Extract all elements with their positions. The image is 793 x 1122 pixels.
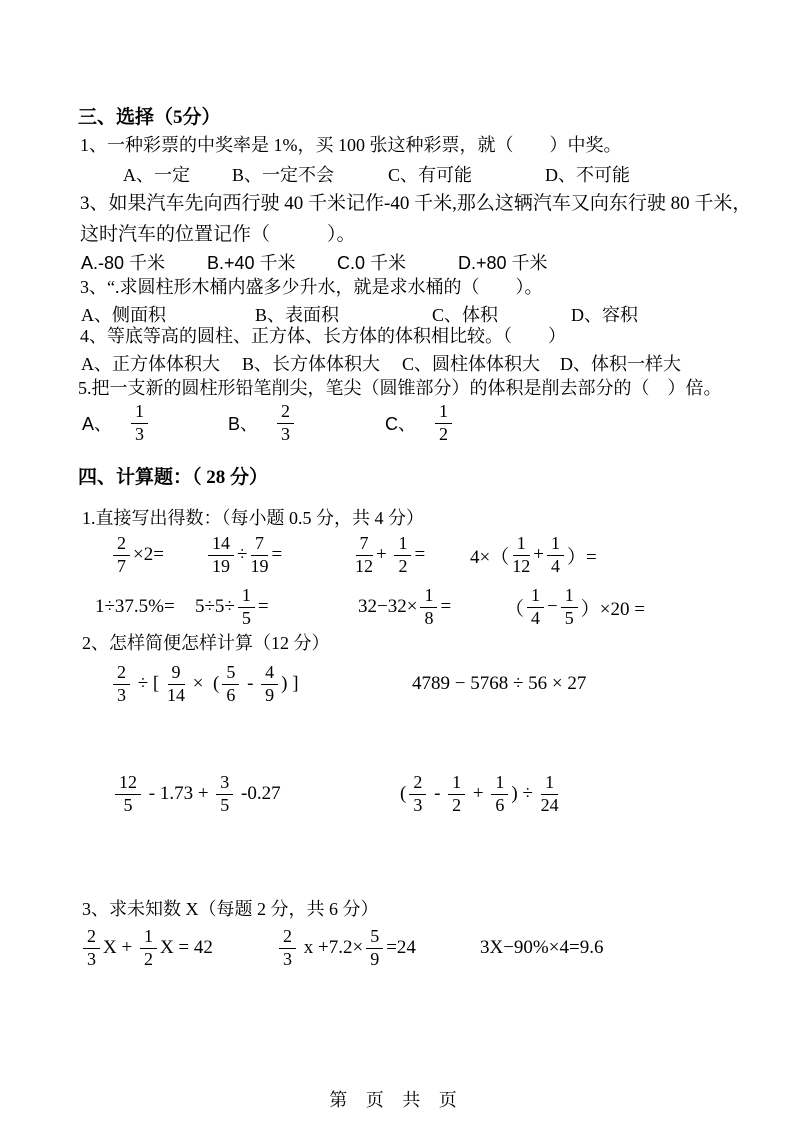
option-d: D、容积 (571, 305, 638, 325)
fraction (216, 773, 233, 816)
option-c: C、圆柱体体积大 (402, 354, 541, 374)
option-label: A、 (82, 414, 113, 434)
fraction-numerator: 1 (527, 586, 544, 608)
question-1-options (0, 161, 793, 187)
option-fraction (274, 400, 297, 446)
fraction-denominator: 12 (512, 555, 531, 576)
fraction (222, 663, 239, 706)
fraction-denominator: 5 (123, 794, 133, 815)
fraction-numerator: 1 (561, 586, 578, 608)
option-d: D、不可能 (545, 165, 630, 185)
option-fraction (432, 400, 455, 446)
option-b: B、一定不会 (232, 165, 335, 185)
option-label: B、 (228, 414, 259, 434)
fraction-numerator: 4 (261, 663, 278, 685)
fraction (83, 927, 100, 970)
option-label: C、 (385, 414, 416, 434)
option-c: C、有可能 (388, 165, 473, 185)
fraction-numerator: 1 (448, 773, 465, 795)
math-text: - 1.73 + (144, 783, 214, 804)
math-text: ×2= (133, 544, 164, 565)
math-text: ) ] (281, 673, 299, 694)
fraction (261, 663, 278, 706)
part2-title: 2、怎样简便怎样计算（12 分） (82, 633, 330, 653)
math-text: = (271, 544, 283, 565)
option-b: B、长方体体积大 (242, 354, 381, 374)
option-b (228, 400, 297, 446)
direct-calc-row-1 (0, 531, 793, 579)
fraction-numerator: 3 (216, 773, 233, 795)
fraction-denominator: 8 (424, 607, 434, 628)
fraction-numerator: 1 (420, 586, 437, 608)
math-text: 32−32× (358, 596, 418, 617)
math-text: -0.27 (236, 783, 281, 804)
math-text: ÷ (237, 544, 248, 565)
expression (195, 583, 269, 631)
math-text: ÷ [ (133, 673, 165, 694)
fraction-numerator: 7 (251, 534, 268, 556)
expression (95, 583, 175, 631)
fraction (115, 773, 141, 816)
fraction (113, 663, 130, 706)
option-a: A、侧面积 (81, 305, 166, 325)
fraction-numerator: 2 (113, 663, 130, 685)
fraction (448, 773, 465, 816)
math-text: + (468, 783, 489, 804)
direct-calc-row-2 (0, 583, 793, 631)
fraction (355, 534, 373, 577)
fraction-numerator: 1 (547, 534, 564, 556)
fraction-denominator: 4 (550, 555, 560, 576)
expression (358, 583, 451, 631)
fraction-numerator: 1 (131, 402, 148, 424)
fraction-numerator: 1 (435, 402, 452, 424)
fraction-denominator: 3 (281, 423, 291, 444)
option-a (82, 400, 151, 446)
fraction (250, 534, 268, 577)
fraction-denominator: 9 (265, 684, 275, 705)
fraction-numerator: 1 (541, 773, 558, 795)
math-text: 1÷37.5%= (95, 596, 175, 617)
option-b: B、表面积 (255, 305, 340, 325)
fraction-denominator: 3 (413, 794, 423, 815)
question-4-options (0, 350, 793, 376)
fraction-denominator: 2 (452, 794, 462, 815)
fraction (420, 586, 437, 629)
option-fraction (128, 400, 151, 446)
fraction (527, 586, 544, 629)
expression (505, 583, 645, 631)
fraction-denominator: 19 (212, 555, 230, 576)
equation (276, 924, 416, 972)
fraction-numerator: 5 (366, 927, 383, 949)
math-text: + (533, 544, 544, 565)
option-d: D、体积一样大 (560, 354, 681, 374)
fraction-numerator: 7 (356, 534, 373, 556)
fraction-denominator: 3 (87, 948, 96, 969)
fraction-denominator: 3 (117, 684, 126, 705)
fraction (238, 586, 255, 629)
fraction (167, 663, 185, 706)
fraction-numerator: 1 (140, 927, 157, 949)
option-c: C.0 千米 (337, 253, 407, 273)
math-text: 4789 − 5768 ÷ 56 × 27 (412, 673, 587, 694)
math-text: = (414, 544, 426, 565)
fraction (409, 773, 426, 816)
fraction-denominator: 9 (370, 948, 380, 969)
fraction (547, 534, 564, 577)
fraction-denominator: 5 (241, 607, 251, 628)
math-text: − (547, 596, 558, 617)
math-text: （ (505, 598, 525, 620)
fraction-numerator: 2 (113, 534, 130, 556)
fraction-denominator: 2 (143, 948, 153, 969)
fraction (491, 773, 508, 816)
fraction-denominator: 2 (398, 555, 408, 576)
page-footer: 第 页 共 页 (329, 1090, 464, 1110)
question-3-options (0, 301, 793, 327)
math-text: ) ÷ (511, 783, 538, 804)
option-a: A.-80 千米 (81, 253, 166, 273)
simplify-row-2 (0, 770, 793, 818)
question-5-options (0, 400, 793, 446)
fraction-numerator: 2 (409, 773, 426, 795)
option-b: B.+40 千米 (207, 253, 296, 273)
fraction-numerator: 12 (115, 773, 141, 795)
equation (80, 924, 213, 972)
expression (352, 531, 425, 579)
math-text: ( (400, 783, 407, 804)
fraction-denominator: 14 (167, 684, 186, 705)
fraction (208, 534, 234, 577)
math-text: ）×20 = (580, 598, 645, 620)
fraction (277, 402, 294, 445)
fraction-numerator: 1 (491, 773, 508, 795)
question-3-stem: 3、“.求圆柱形木桶内盛多少升水，就是求水桶的（ ）。 (80, 277, 543, 297)
expression (470, 531, 597, 579)
fraction-denominator: 6 (495, 794, 505, 815)
section-choice-title: 三、选择（5分） (78, 107, 221, 128)
math-text: + (376, 544, 392, 565)
question-4-stem: 4、等底等高的圆柱、正方体、长方体的体积相比较。（ ） (80, 326, 566, 346)
expression (112, 770, 281, 818)
fraction (366, 927, 383, 970)
fraction-denominator: 6 (226, 684, 236, 705)
fraction-numerator: 2 (83, 927, 100, 949)
question-2-stem-line2: 这时汽车的位置记作（ ）。 (80, 224, 356, 245)
fraction (113, 534, 130, 577)
simplify-row-1 (0, 660, 793, 708)
math-text: × ( (188, 673, 220, 694)
question-5-stem: 5.把一支新的圆柱形铅笔削尖，笔尖（圆锥部分）的体积是削去部分的（ ）倍。 (78, 378, 722, 398)
option-c: C、体积 (432, 305, 499, 325)
fraction-numerator: 1 (238, 586, 255, 608)
fraction (541, 773, 559, 816)
fraction-denominator: 3 (135, 423, 145, 444)
fraction-denominator: 19 (250, 555, 269, 576)
fraction-denominator: 3 (283, 948, 292, 969)
expression (110, 660, 299, 708)
fraction-numerator: 2 (279, 927, 296, 949)
math-text: =24 (386, 937, 416, 958)
fraction-denominator: 24 (540, 794, 559, 815)
fraction-numerator: 1 (513, 534, 530, 556)
fraction (435, 402, 452, 445)
math-text: 3X−90%×4=9.6 (480, 937, 604, 958)
fraction-denominator: 4 (531, 607, 541, 628)
fraction (140, 927, 157, 970)
math-text: x +7.2× (299, 937, 364, 958)
fraction-numerator: 2 (277, 402, 294, 424)
expression (110, 531, 164, 579)
fraction-denominator: 5 (220, 794, 230, 815)
option-d: D.+80 千米 (458, 253, 548, 273)
option-a: A、正方体体积大 (81, 354, 220, 374)
question-1-stem: 1、一种彩票的中奖率是 1%，买 100 张这种彩票，就（ ）中奖。 (80, 135, 622, 155)
option-c (385, 400, 455, 446)
option-a: A、一定 (123, 165, 190, 185)
math-text: - (429, 783, 446, 804)
math-text: X = 42 (159, 937, 213, 958)
fraction-denominator: 7 (117, 555, 126, 576)
math-text: = (257, 596, 269, 617)
math-text: 5÷5÷ (195, 596, 235, 617)
expression (205, 531, 282, 579)
solve-x-row (0, 924, 793, 972)
question-2-stem-line1: 3、如果汽车先向西行驶 40 千米记作-40 千米,那么这辆汽车又向东行驶 80 千米， (80, 193, 752, 214)
section-calculation-title: 四、计算题：（ 28 分） (78, 467, 269, 488)
expression (400, 770, 562, 818)
math-text: - (242, 673, 259, 694)
fraction-numerator: 14 (208, 534, 234, 556)
fraction-denominator: 5 (564, 607, 574, 628)
expression (412, 660, 586, 708)
math-text: 4×（ (470, 546, 510, 568)
question-2-options (0, 249, 793, 275)
fraction (279, 927, 296, 970)
fraction-numerator: 9 (168, 663, 185, 685)
math-text: X + (103, 937, 137, 958)
fraction (394, 534, 411, 577)
part3-title: 3、求未知数 X（每题 2 分，共 6 分） (82, 899, 379, 919)
fraction (561, 586, 578, 629)
fraction-denominator: 2 (439, 423, 448, 444)
fraction-denominator: 12 (355, 555, 373, 576)
fraction-numerator: 5 (222, 663, 239, 685)
fraction-numerator: 1 (394, 534, 411, 556)
fraction (131, 402, 148, 445)
equation (480, 924, 603, 972)
math-text: = (440, 596, 452, 617)
math-text: ）= (566, 546, 597, 568)
fraction (512, 534, 530, 577)
part1-title: 1.直接写出得数：（每小题 0.5 分，共 4 分） (82, 508, 424, 528)
